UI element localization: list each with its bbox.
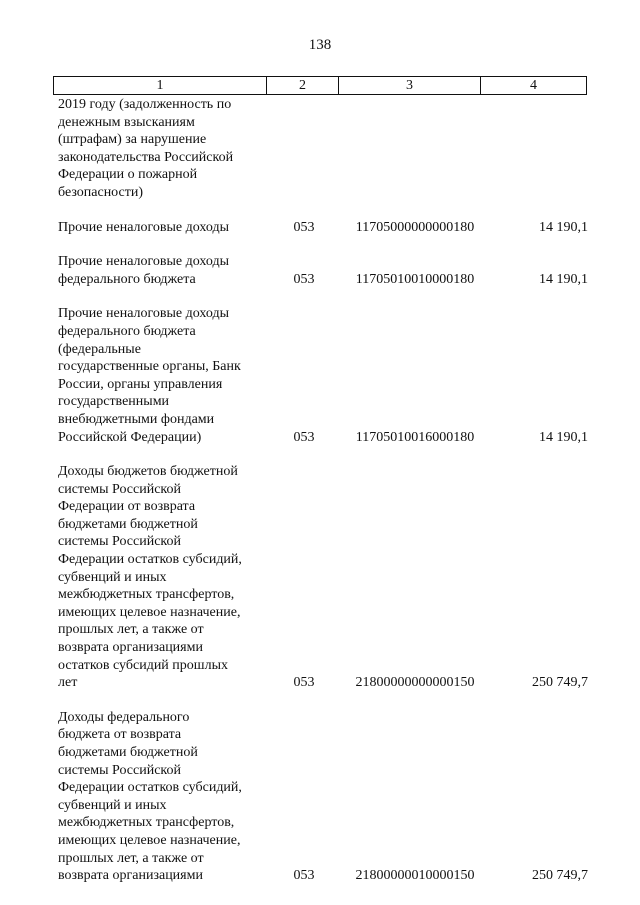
row-amount: 250 749,7	[532, 868, 588, 884]
row-amount: 14 190,1	[539, 271, 588, 287]
row-budget-code: 11705010010000180	[355, 271, 475, 287]
row-admin-code: 053	[293, 271, 315, 287]
table-row	[58, 709, 588, 885]
row-description: Прочие неналоговые доходы федерального бюджета (федеральные государственные органы, Банк России, органы управления государственными внебюджетными фондами Российской Федерации)	[58, 306, 241, 445]
table-header-col-2: 2	[267, 77, 339, 94]
row-amount: 250 749,7	[532, 675, 588, 691]
row-admin-code: 053	[293, 868, 315, 884]
row-amount: 14 190,1	[539, 429, 588, 445]
page-number: 138	[308, 37, 332, 53]
table-row	[58, 253, 588, 288]
row-admin-code: 053	[293, 219, 315, 235]
row-budget-code: 11705000000000180	[355, 219, 475, 235]
row-admin-code: 053	[293, 429, 315, 445]
row-budget-code: 21800000000000150	[355, 675, 475, 691]
table-row	[58, 219, 588, 237]
table-row	[58, 96, 588, 202]
table-row	[58, 463, 588, 692]
table-header-col-4: 4	[530, 78, 537, 93]
row-amount: 14 190,1	[539, 219, 588, 235]
table-header-row	[53, 76, 587, 95]
table-body	[58, 96, 588, 902]
row-description: 2019 году (задолженность по денежным взысканиям (штрафам) за нарушение законодательства Российской Федерации о пожарной безопасности)	[58, 97, 234, 200]
row-description: Прочие неналоговые доходы	[58, 219, 230, 235]
row-description: Прочие неналоговые доходы федерального бюджета	[58, 254, 230, 287]
table-header-col-3: 3	[339, 77, 481, 94]
row-budget-code: 21800000010000150	[355, 868, 475, 884]
table-row	[58, 305, 588, 446]
row-budget-code: 11705010016000180	[355, 429, 475, 445]
row-description: Доходы бюджетов бюджетной системы Российской Федерации от возврата бюджетами бюджетной системы Российской Федерации остатков субсидий, субвенций и иных межбюджетных трансфертов, имеющих целевое назначение, прошлых лет, а также от возврата организациями остатков субсидий прошлых лет	[58, 464, 242, 691]
table-header-col-1: 1	[54, 77, 267, 94]
row-admin-code: 053	[293, 675, 315, 691]
row-description: Доходы федерального бюджета от возврата бюджетами бюджетной системы Российской Федерации остатков субсидий, субвенций и иных межбюджетных трансфертов, имеющих целевое назначение, прошлых лет, а также от возврата организациями	[58, 709, 242, 884]
